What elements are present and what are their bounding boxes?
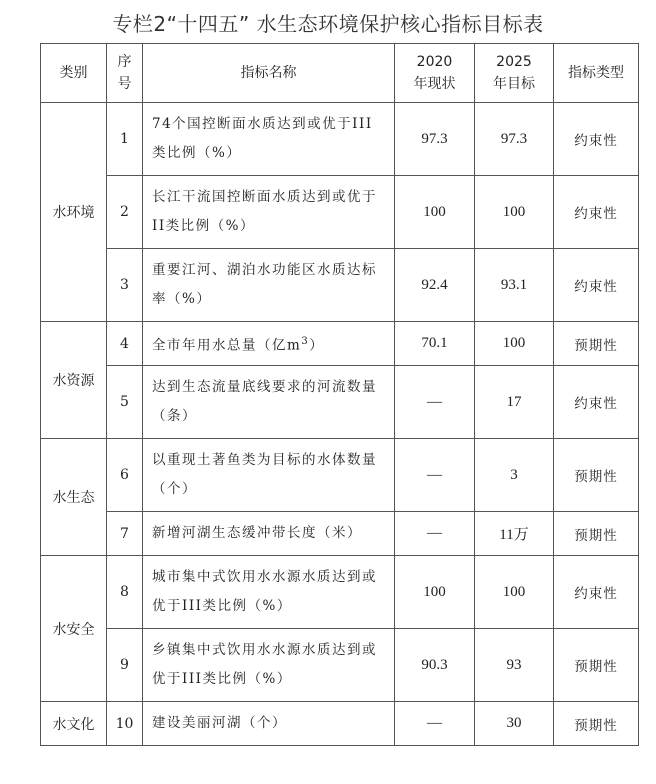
row-indicator-type: 预期性 xyxy=(554,322,639,366)
row-value-2025: 17 xyxy=(475,366,554,439)
row-value-2020: 90.3 xyxy=(395,629,475,702)
row-value-2020: 100 xyxy=(395,176,475,249)
row-indicator-name: 以重现土著鱼类为目标的水体数量（个） xyxy=(143,439,395,512)
row-value-2020: 92.4 xyxy=(395,249,475,322)
header-name: 指标名称 xyxy=(143,44,395,103)
row-value-2025: 100 xyxy=(475,176,554,249)
header-2020: 2020年现状 xyxy=(395,44,475,103)
row-indicator-type: 约束性 xyxy=(554,556,639,629)
row-indicator-type: 约束性 xyxy=(554,366,639,439)
row-value-2020: 70.1 xyxy=(395,322,475,366)
row-indicator-type: 约束性 xyxy=(554,249,639,322)
header-2025: 2025年目标 xyxy=(475,44,554,103)
table-row xyxy=(41,322,639,366)
row-value-2025: 3 xyxy=(475,439,554,512)
row-seq: 5 xyxy=(107,366,143,439)
table-row xyxy=(41,629,639,702)
row-value-2025: 93 xyxy=(475,629,554,702)
row-indicator-type: 预期性 xyxy=(554,629,639,702)
row-indicator-name: 达到生态流量底线要求的河流数量（条） xyxy=(143,366,395,439)
row-value-2020: 100 xyxy=(395,556,475,629)
row-value-2020: — xyxy=(395,439,475,512)
row-indicator-name: 乡镇集中式饮用水水源水质达到或优于III类比例（%） xyxy=(143,629,395,702)
table-row xyxy=(41,176,639,249)
row-indicator-type: 约束性 xyxy=(554,176,639,249)
row-seq: 4 xyxy=(107,322,143,366)
row-seq: 7 xyxy=(107,512,143,556)
row-value-2020: — xyxy=(395,366,475,439)
category-water-ecology: 水生态 xyxy=(41,439,107,556)
row-seq: 9 xyxy=(107,629,143,702)
category-water-safety: 水安全 xyxy=(41,556,107,702)
header-seq: 序号 xyxy=(107,44,143,103)
header-type: 指标类型 xyxy=(554,44,639,103)
row-indicator-type: 约束性 xyxy=(554,103,639,176)
row-indicator-type: 预期性 xyxy=(554,439,639,512)
header-category: 类别 xyxy=(41,44,107,103)
row-indicator-name: 新增河湖生态缓冲带长度（米） xyxy=(143,512,395,556)
table-row xyxy=(41,702,639,746)
row-indicator-name: 重要江河、湖泊水功能区水质达标率（%） xyxy=(143,249,395,322)
category-water-resources: 水资源 xyxy=(41,322,107,439)
row-indicator-name: 全市年用水总量（亿$m^3$） xyxy=(143,322,395,366)
row-indicator-name: 建设美丽河湖（个） xyxy=(143,702,395,746)
table-row xyxy=(41,439,639,512)
row-seq: 6 xyxy=(107,439,143,512)
row-value-2025: 11万 xyxy=(475,512,554,556)
row-indicator-name: 长江干流国控断面水质达到或优于II类比例（%） xyxy=(143,176,395,249)
row-seq: 3 xyxy=(107,249,143,322)
table-row xyxy=(41,103,639,176)
category-water-culture: 水文化 xyxy=(41,702,107,746)
row-value-2020: — xyxy=(395,512,475,556)
row-indicator-type: 预期性 xyxy=(554,702,639,746)
table-row xyxy=(41,249,639,322)
row-value-2025: 97.3 xyxy=(475,103,554,176)
indicator-table xyxy=(40,43,639,746)
row-value-2025: 100 xyxy=(475,322,554,366)
table-row xyxy=(41,366,639,439)
row-indicator-type: 预期性 xyxy=(554,512,639,556)
category-water-environment: 水环境 xyxy=(41,103,107,322)
table-row xyxy=(41,556,639,629)
row-value-2020: — xyxy=(395,702,475,746)
row-seq: 10 xyxy=(107,702,143,746)
table-title: 专栏2“十四五” 水生态环境保护核心指标目标表 xyxy=(112,12,544,36)
row-seq: 2 xyxy=(107,176,143,249)
row-indicator-name: 74个国控断面水质达到或优于III类比例（%） xyxy=(143,103,395,176)
row-seq: 8 xyxy=(107,556,143,629)
row-seq: 1 xyxy=(107,103,143,176)
row-value-2025: 93.1 xyxy=(475,249,554,322)
table-row xyxy=(41,512,639,556)
row-value-2020: 97.3 xyxy=(395,103,475,176)
row-value-2025: 100 xyxy=(475,556,554,629)
row-indicator-name: 城市集中式饮用水水源水质达到或优于III类比例（%） xyxy=(143,556,395,629)
row-value-2025: 30 xyxy=(475,702,554,746)
table-header-row xyxy=(41,44,639,103)
